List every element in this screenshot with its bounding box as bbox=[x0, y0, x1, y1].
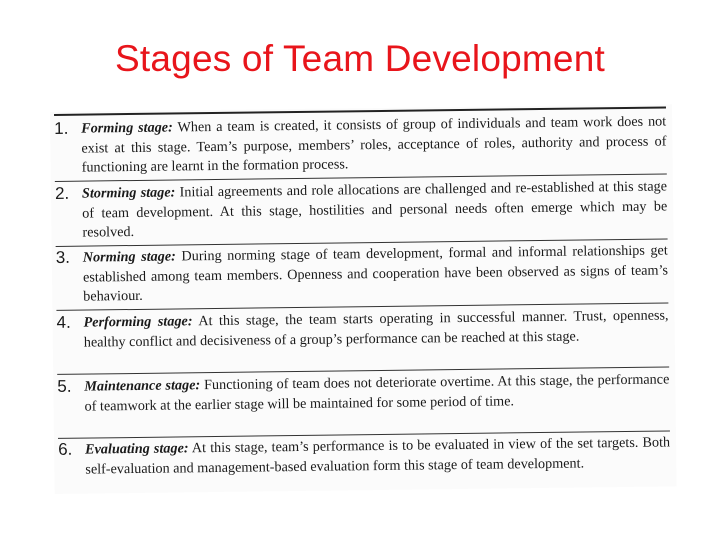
stage-description: When a team is created, it consists of group of individuals and team work does not exist at this stage. Team’s purpose, members’ roles, acceptance of roles, authority and process of functioning are learnt in the formation process. bbox=[81, 113, 667, 176]
scanned-document bbox=[50, 104, 677, 494]
stage-number: 5. bbox=[57, 376, 72, 396]
stage-name: Storming stage: bbox=[81, 184, 176, 202]
stage-item-maintenance bbox=[53, 370, 671, 417]
stage-item-storming bbox=[51, 177, 670, 243]
stage-number: 1. bbox=[54, 118, 69, 138]
stage-name: Performing stage: bbox=[83, 313, 193, 331]
stage-name: Evaluating stage: bbox=[85, 440, 189, 458]
stage-name: Maintenance stage: bbox=[84, 377, 201, 395]
slide-title: Stages of Team Development bbox=[115, 38, 605, 79]
stage-description: Functioning of team does not deteriorate overtime. At this stage, the performance of teamwork at the earlier stage will be maintained for some period of time. bbox=[84, 371, 670, 415]
stage-name: Norming stage: bbox=[82, 248, 176, 266]
stage-item-norming bbox=[52, 241, 671, 307]
stage-description: During norming stage of team development, formal and informal relationships get established among team members. Openness and cooperation have been observed as signs of team’s behaviour. bbox=[82, 242, 669, 305]
stage-name: Forming stage: bbox=[81, 119, 173, 137]
stage-description: Initial agreements and role allocations are challenged and re-established at this stage of team development. At this stage, hostilities and personal needs often emerge which may be resolved. bbox=[82, 178, 668, 241]
stage-number: 2. bbox=[54, 183, 70, 203]
stage-number: 3. bbox=[55, 247, 71, 267]
stage-number: 4. bbox=[56, 312, 71, 332]
stage-number: 6. bbox=[58, 439, 73, 459]
stage-item-forming bbox=[50, 112, 669, 178]
stage-description: At this stage, the team starts operating in successful manner. Trust, openness, healthy conflict and decisiveness of a group’s performance can be reached at this stage. bbox=[83, 307, 669, 351]
stage-description: At this stage, team’s performance is to be evaluated in view of the set targets. Both self-evaluation and management-based evaluation form this stage of team development. bbox=[85, 434, 671, 478]
stage-item-performing bbox=[52, 306, 670, 353]
stage-item-evaluating bbox=[54, 433, 672, 480]
